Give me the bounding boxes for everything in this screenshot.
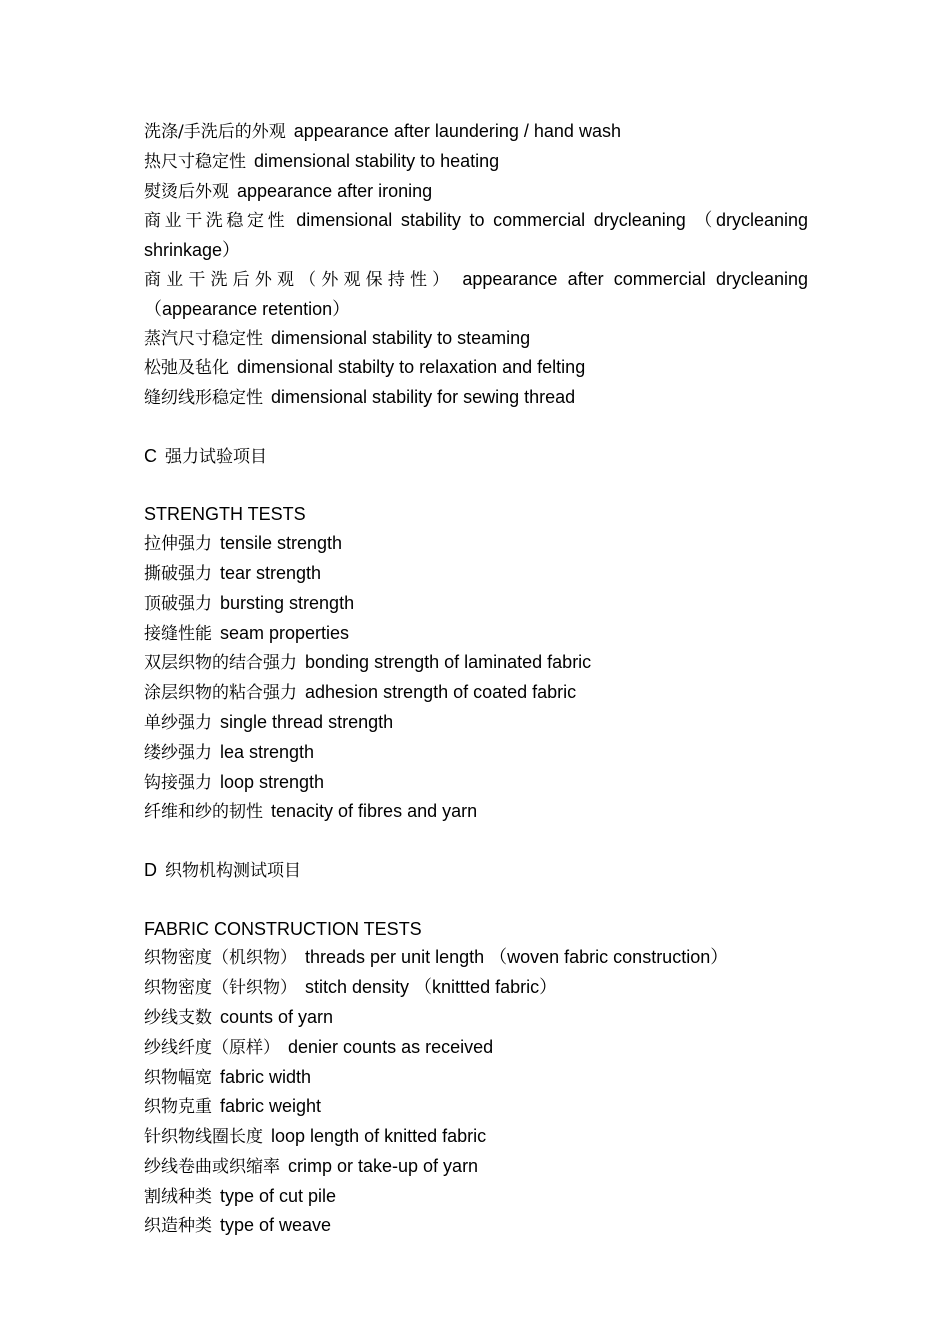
list-item: 顶破强力 bursting strength — [144, 592, 355, 614]
list-item: 缕纱强力 lea strength — [144, 741, 315, 763]
list-item: 织物密度（机织物） threads per unit length （woven fabric construction） — [144, 947, 729, 969]
list-item: 纱线支数 counts of yarn — [144, 1006, 334, 1028]
section-d-heading: D 织物机构测试项目 — [144, 859, 301, 881]
section-c-title-en: STRENGTH TESTS — [144, 504, 306, 525]
list-item: 织物密度（针织物） stitch density （knittted fabric） — [144, 977, 558, 999]
section-c-heading: C 强力试验项目 — [144, 445, 267, 467]
spacer — [144, 413, 808, 442]
list-item: 撕破强力 tear strength — [144, 562, 322, 584]
list-item: 热尺寸稳定性 dimensional stability to heating — [144, 150, 500, 172]
list-item: 单纱强力 single thread strength — [144, 711, 394, 733]
list-item: 松弛及毡化 dimensional stabilty to relaxation and felting — [144, 357, 586, 379]
list-item: 织物克重 fabric weight — [144, 1096, 322, 1118]
list-item: 商业干洗后外观（外观保持性） appearance after commercial drycleaning （appearance retention） — [144, 268, 809, 319]
list-item: 纤维和纱的韧性 tenacity of fibres and yarn — [144, 801, 478, 823]
list-item: 纱线纤度（原样） denier counts as received — [144, 1036, 494, 1058]
list-item: 割绒种类 type of cut pile — [144, 1185, 337, 1207]
list-item: 洗涤/手洗后的外观 appearance after laundering / hand wash — [144, 121, 621, 142]
list-item: 钩接强力 loop strength — [144, 771, 325, 793]
list-item: 熨烫后外观 appearance after ironing — [144, 180, 433, 202]
spacer — [144, 886, 808, 915]
spacer — [144, 472, 808, 501]
list-item: 织物幅宽 fabric width — [144, 1066, 312, 1088]
list-item: 拉伸强力 tensile strength — [144, 533, 343, 555]
section-d-title-en: FABRIC CONSTRUCTION TESTS — [144, 918, 422, 939]
section-d-list — [144, 943, 808, 1241]
list-item: 纱线卷曲或织缩率 crimp or take-up of yarn — [144, 1155, 479, 1177]
list-item: 双层织物的结合强力 bonding strength of laminated fabric — [144, 652, 592, 674]
list-item: 织造种类 type of weave — [144, 1215, 332, 1237]
list-item: 缝纫线形稳定性 dimensional stability for sewing thread — [144, 387, 576, 409]
list-item: 接缝性能 seam properties — [144, 622, 350, 644]
list-item: 商业干洗稳定性 dimensional stability to commercial drycleaning （drycleaning shrinkage） — [144, 210, 809, 261]
section-c-list — [144, 529, 808, 827]
list-item: 涂层织物的粘合强力 adhesion strength of coated fabric — [144, 682, 577, 704]
spacer — [144, 827, 808, 856]
list-item: 蒸汽尺寸稳定性 dimensional stability to steaming — [144, 327, 531, 349]
section-b-list — [144, 117, 808, 413]
document-page — [144, 117, 808, 1241]
list-item: 针织物线圈长度 loop length of knitted fabric — [144, 1126, 487, 1148]
